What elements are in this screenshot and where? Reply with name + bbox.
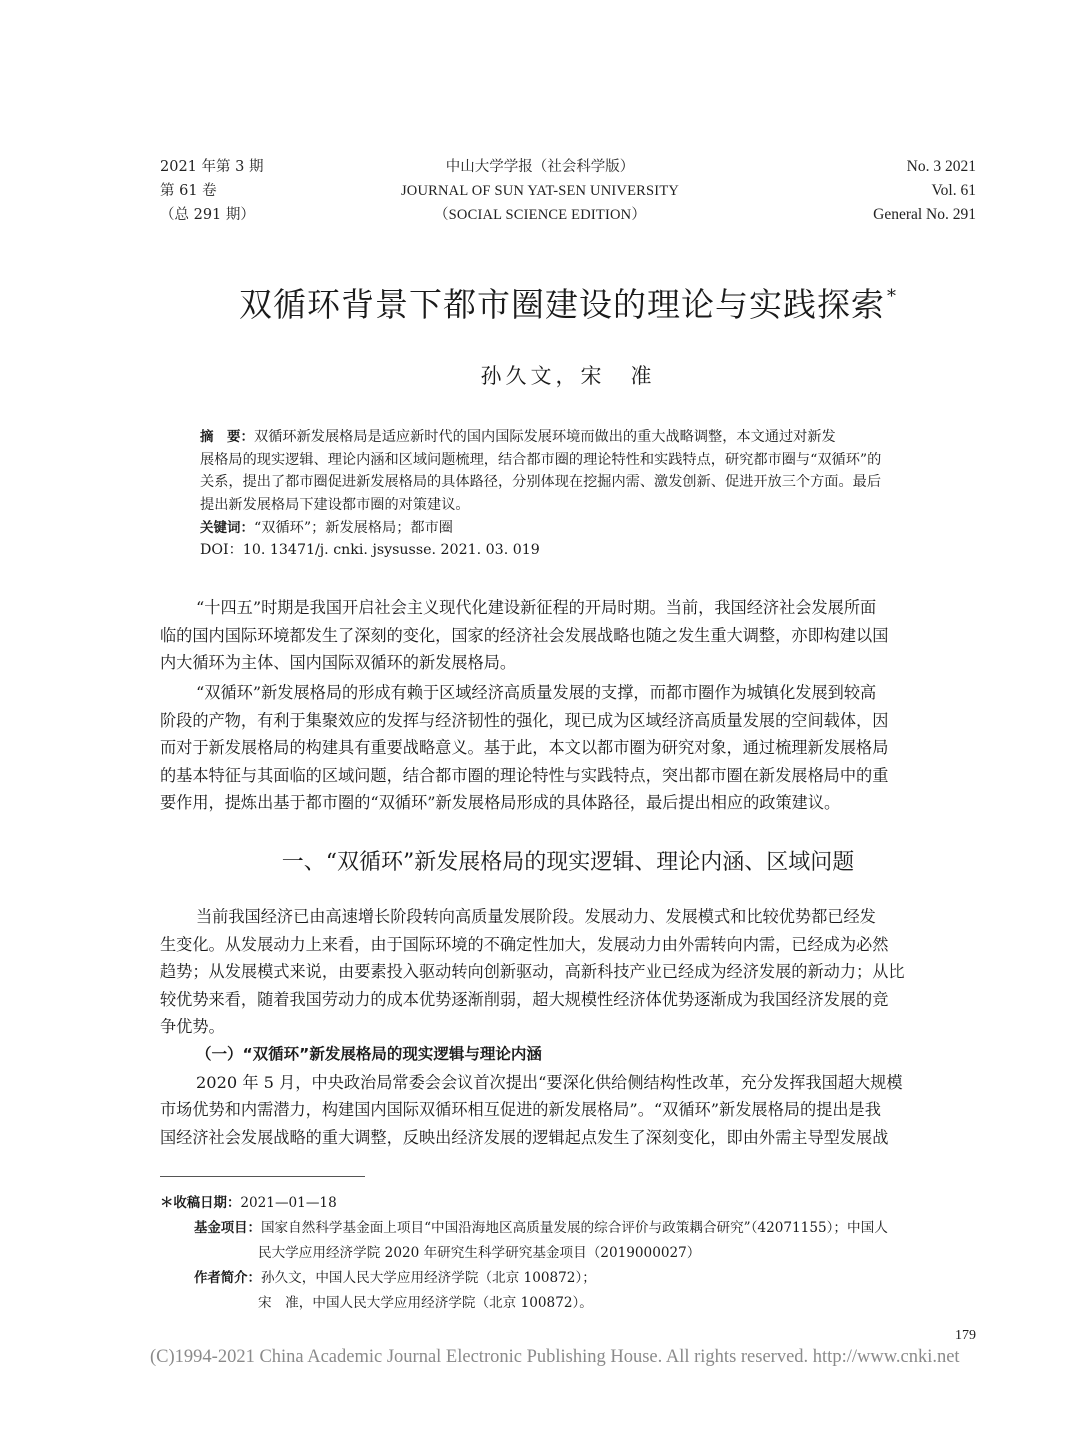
journal-name-cn: 中山大学学报（社会科学版） [445, 159, 635, 175]
journal-name-en: JOURNAL OF SUN YAT-SEN UNIVERSITY [400, 183, 680, 199]
section-heading: 一、“双循环”新发展格局的现实逻辑、理论内涵、区域问题 [281, 850, 855, 875]
doi-line: DOI：10. 13471/j. cnki. jsysusse. 2021. 03. 019 [200, 542, 540, 559]
received-date: ＊收稿日期：2021—01—18 [160, 1195, 337, 1211]
header-issue-info-en [760, 155, 976, 227]
header-issue: 2021 年第 3 期 [160, 159, 264, 175]
footnote-divider [160, 1176, 365, 1177]
abstract-line: 关系，提出了都市圈促进新发展格局的具体路径，分别体现在挖掘内需、激发创新、促进开放三个方面。最后 [200, 474, 882, 491]
abstract-label: 摘 要： [200, 429, 254, 445]
keywords: “双循环”；新发展格局；都市圈 [254, 519, 453, 536]
fund-info: 基金项目：国家自然科学基金面上项目“中国沿海地区高质量发展的综合评价与政策耦合研究”（42071155）；中国人 [194, 1220, 888, 1236]
author-info-cont: 宋 准，中国人民大学应用经济学院（北京 100872）。 [258, 1295, 593, 1311]
header-journal [340, 155, 740, 227]
subsection-heading: （一）“双循环”新发展格局的现实逻辑与理论内涵 [196, 1044, 542, 1063]
header-issue-info [160, 155, 263, 227]
abstract-line: 展格局的现实逻辑、理论内涵和区域问题梳理，结合都市圈的理论特性和实践特点，研究都市圈与“双循环”的 [200, 451, 882, 468]
paper-authors: 孙久文，宋 准 [480, 364, 656, 388]
intro-paragraph-1: “十四五”时期是我国开启社会主义现代化建设新征程的开局时期。当前，我国经济社会发展所面 临的国内国际环境都发生了深刻的变化，国家的经济社会发展战略也随之发生重大调整，亦即构建以国 内大循环为主体、国内国际双循环的新发展格局。 [160, 598, 889, 673]
header-total-issue: （总 291 期） [160, 207, 255, 223]
section1-paragraph-1: 当前我国经济已由高速增长阶段转向高质量发展阶段。发展动力、发展模式和比较优势都已经发 生变化。从发展动力上来看，由于国际环境的不确定性加大，发展动力由外需转向内需，已经成为必然 趋势；从发展模式来说，由要素投入驱动转向创新驱动，高新科技产业已经成为经济发展的新动力；从比 较优势来看，随着我国劳动力的成本优势逐渐削弱，超大规模性经济体优势逐渐成为我国经济发展的竞 争优势。 （一）“双循环”新发展格局的现实逻辑与理论内涵 2020 年 5 月，中央政治局常委会会议首次提出“要深化供给侧结构性改革，充分发挥我国超大规模 市场优势和内需潜力，构建国内国际双循环相互促进的新发展格局”。“双循环”新发展格局的提出是我 国经济社会发展战略的重大调整，反映出经济发展的逻辑起点发生了深刻变化，即由外需主导型发展战 [160, 903, 980, 1151]
paper-title [160, 272, 976, 330]
keywords-line [200, 517, 940, 540]
abstract-line: 摘 要：双循环新发展格局是适应新时代的国内国际发展环境而做出的重大战略调整，本文通过对新发 [200, 429, 836, 445]
keywords-label: 关键词： [200, 519, 254, 536]
page-number: 179 [955, 1328, 976, 1343]
author-info: 作者简介：孙久文，中国人民大学应用经济学院（北京 100872）； [194, 1270, 596, 1286]
abstract-line: 提出新发展格局下建设都市圈的对策建议。 [200, 497, 470, 514]
intro-paragraph-2: “双循环”新发展格局的形成有赖于区域经济高质量发展的支撑，而都市圈作为城镇化发展到较高 阶段的产物，有利于集聚效应的发挥与经济韧性的强化，现已成为区域经济高质量发展的空间载体，因 而对于新发展格局的构建具有重要战略意义。基于此，本文以都市圈为研究对象，通过梳理新发展格局 的基本特征与其面临的区域问题，结合都市圈的理论特性与实践特点，突出都市圈在新发展格局中的重 要作用，提炼出基于都市圈的“双循环”新发展格局形成的具体路径，最后提出相应的政策建议。 [160, 683, 889, 813]
header-general-no: General No. 291 [873, 206, 976, 223]
paper-title-text: 双循环背景下都市圈建设的理论与实践探索 [239, 285, 885, 324]
header-volume-en: Vol. 61 [931, 182, 976, 199]
journal-edition-en: （SOCIAL SCIENCE EDITION） [433, 207, 647, 223]
header-issue-en: No. 3 2021 [906, 158, 976, 175]
copyright-notice: (C)1994-2021 China Academic Journal Electronic Publishing House. All rights reserved. http://www.cnki.net [150, 1347, 960, 1367]
abstract-block [200, 426, 940, 562]
footnotes [160, 1191, 990, 1316]
title-footnote-mark: * [887, 286, 897, 307]
fund-info-cont: 民大学应用经济学院 2020 年研究生科学研究基金项目（2019000027） [258, 1245, 701, 1261]
header-volume: 第 61 卷 [160, 183, 217, 199]
